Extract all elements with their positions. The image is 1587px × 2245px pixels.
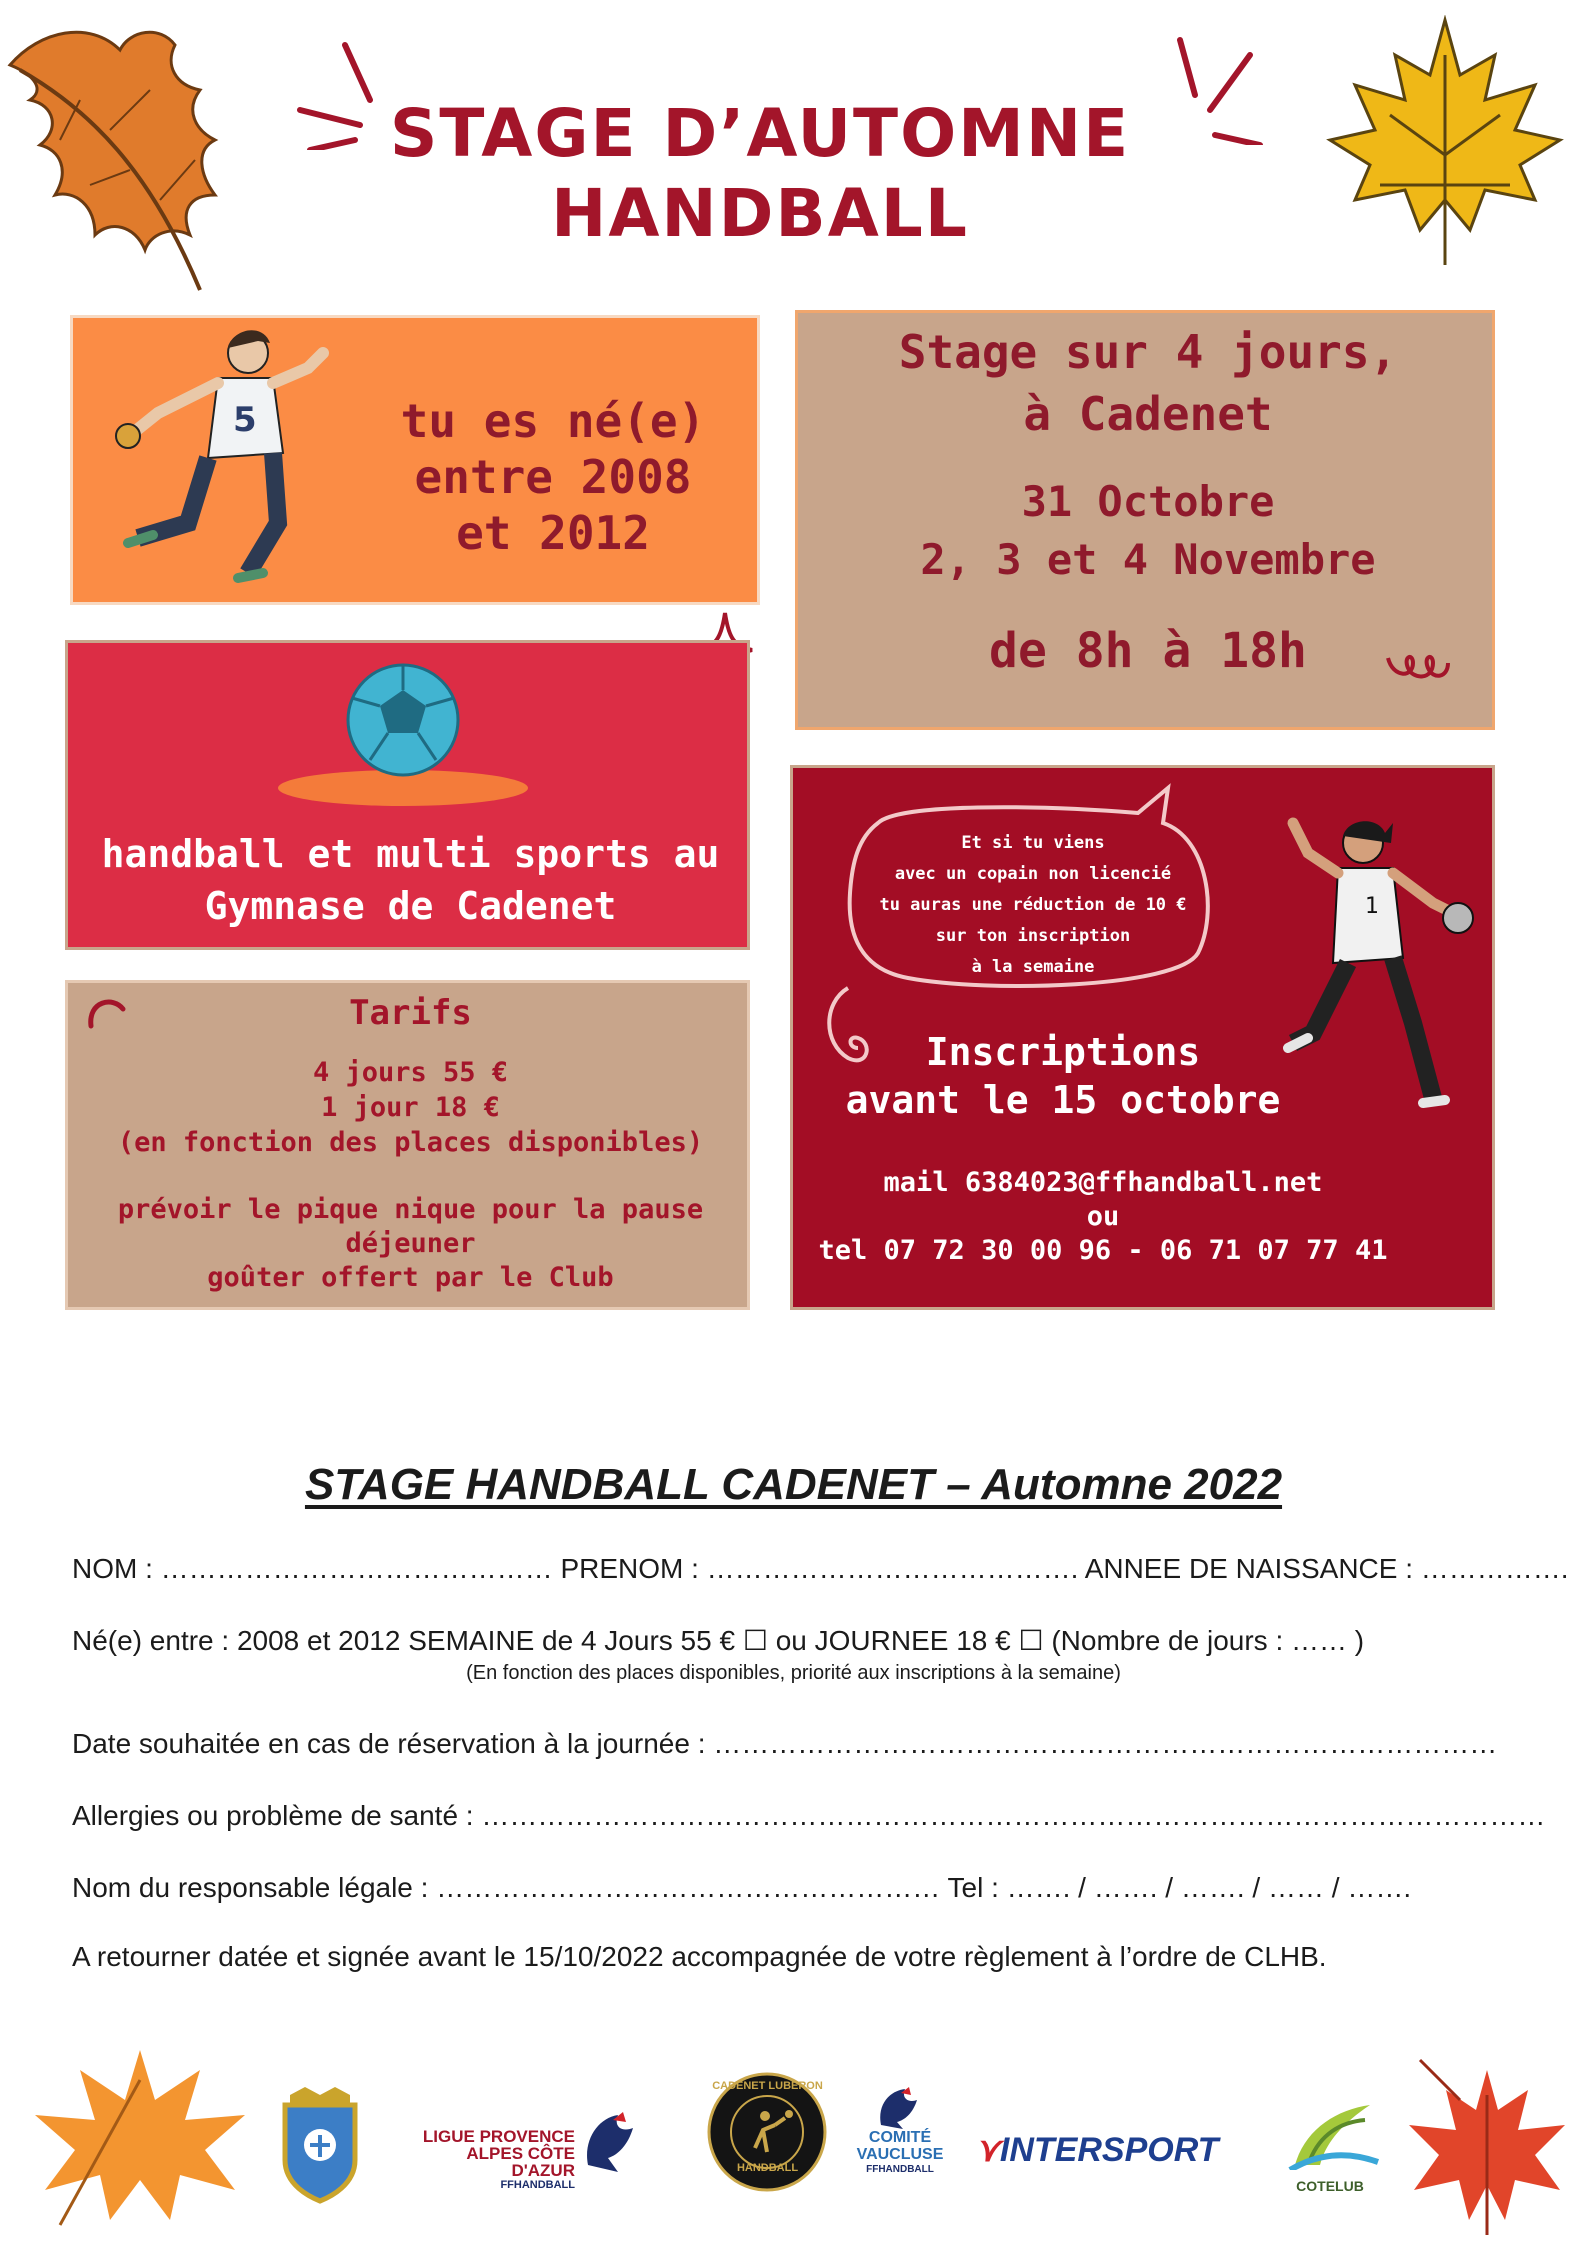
ligue-line2: ALPES CÔTE D'AZUR bbox=[466, 2144, 575, 2180]
schedule-date2: 2, 3 et 4 Novembre bbox=[920, 535, 1376, 584]
form-title: STAGE HANDBALL CADENET – Automne 2022 bbox=[304, 1460, 1283, 1509]
contact-tel: tel 07 72 30 00 96 - 06 71 07 77 41 bbox=[818, 1235, 1388, 1266]
lunch-line1: prévoir le pique nique pour la pause bbox=[117, 1194, 704, 1225]
comite-logo bbox=[845, 2130, 955, 2175]
activities-line1: handball et multi sports au bbox=[101, 832, 720, 876]
birth-line3: et 2012 bbox=[456, 506, 650, 560]
handball-player-boy-illustration bbox=[98, 323, 338, 593]
form-title-wrap bbox=[0, 1460, 1587, 1510]
tarifs-box bbox=[65, 980, 750, 1310]
schedule-date1: 31 Octobre bbox=[1021, 477, 1275, 526]
comite-line3: FFHANDBALL bbox=[866, 2164, 934, 2175]
birth-line2: entre 2008 bbox=[414, 450, 692, 504]
svg-text:1: 1 bbox=[1365, 894, 1379, 919]
form-row-return: A retourner datée et signée avant le 15/10/2022 accompagnée de votre règlement à l’ordre de CLHB. bbox=[72, 1941, 1327, 1972]
maple-leaf-icon bbox=[1320, 15, 1570, 270]
oak-leaf-icon bbox=[0, 10, 240, 295]
schedule-line1: Stage sur 4 jours, bbox=[898, 325, 1398, 379]
intersport-text: INTERSPORT bbox=[999, 2131, 1219, 2169]
lunch-line2: déjeuner bbox=[345, 1228, 476, 1259]
handball-ball-icon bbox=[268, 658, 538, 808]
cadenet-coat-of-arms-logo bbox=[270, 2085, 370, 2205]
birth-line1: tu es né(e) bbox=[400, 394, 706, 448]
swirl-doodle-icon bbox=[1383, 638, 1453, 688]
bubble-line1: Et si tu viens bbox=[961, 833, 1105, 853]
contact-mail: mail 6384023@ffhandball.net bbox=[883, 1167, 1323, 1198]
cotelub-text: COTELUB bbox=[1296, 2178, 1364, 2194]
cotelub-logo-icon bbox=[1280, 2090, 1380, 2170]
form-row-formula-note: (En fonction des places disponibles, priorité aux inscriptions à la semaine) bbox=[466, 1662, 1121, 1684]
bubble-line5: à la semaine bbox=[971, 957, 1095, 977]
bubble-line4: sur ton inscription bbox=[935, 926, 1131, 946]
ligue-logo bbox=[400, 2128, 575, 2191]
comite-rooster-icon bbox=[873, 2085, 923, 2130]
poster-title-line2: HANDBALL bbox=[551, 175, 969, 252]
tarif-note: (en fonction des places disponibles) bbox=[117, 1127, 704, 1158]
intersport-logo bbox=[975, 2130, 1245, 2170]
schedule-hours: de 8h à 18h bbox=[989, 623, 1307, 679]
birth-years-box bbox=[70, 315, 760, 605]
orange-leaf-icon bbox=[20, 2040, 260, 2230]
bubble-line3: tu auras une réduction de 10 € bbox=[879, 895, 1187, 915]
schedule-line2: à Cadenet bbox=[1023, 387, 1273, 441]
deadline-line2: avant le 15 octobre bbox=[845, 1078, 1281, 1122]
contact-or: ou bbox=[1086, 1201, 1120, 1232]
snack-line: goûter offert par le Club bbox=[207, 1262, 614, 1293]
form-row-formula: Né(e) entre : 2008 et 2012 SEMAINE de 4 Jours 55 € ☐ ou JOURNEE 18 € ☐ (Nombre de jours : …… ) bbox=[72, 1625, 1365, 1656]
ligue-line1: LIGUE PROVENCE bbox=[422, 2127, 575, 2146]
club-bottom-text: HANDBALL bbox=[736, 2162, 799, 2174]
inscriptions-box bbox=[790, 765, 1495, 1310]
form-row-identity: NOM : …………………………………… PRENOM : …………………………………. ANNEE DE NAISSANCE : ……………. bbox=[72, 1553, 1569, 1584]
comite-line2: VAUCLUSE bbox=[856, 2146, 944, 2163]
intersport-mark-icon: ⋎ bbox=[975, 2131, 1000, 2169]
svg-text:5: 5 bbox=[233, 400, 257, 440]
red-maple-leaf-icon bbox=[1400, 2055, 1575, 2240]
ligue-line3: FFHANDBALL bbox=[500, 2179, 575, 2191]
club-arc-text: CADENET LUBERON bbox=[712, 2080, 823, 2092]
tarif-4-jours: 4 jours 55 € bbox=[312, 1057, 509, 1088]
form-row-date: Date souhaitée en cas de réservation à la journée : ………………………………………………………………………… bbox=[72, 1728, 1498, 1759]
activities-box bbox=[65, 640, 750, 950]
form-row-guardian: Nom du responsable légale : ……………………………………………… Tel : ……. / ……. / ……. / …… / ……. bbox=[72, 1872, 1412, 1903]
bubble-line2: avec un copain non licencié bbox=[894, 864, 1172, 884]
accent-dashes-right-icon bbox=[1160, 35, 1270, 145]
comite-line1: COMITÉ bbox=[868, 2129, 932, 2146]
form-row-allergies: Allergies ou problème de santé : …………………………………………………………………………………………………… bbox=[72, 1800, 1546, 1831]
rooster-icon bbox=[578, 2110, 638, 2175]
handball-player-girl-illustration bbox=[1273, 808, 1483, 1118]
tarif-1-jour: 1 jour 18 € bbox=[321, 1092, 500, 1123]
poster-title-line1: STAGE D’AUTOMNE bbox=[389, 95, 1131, 172]
schedule-box bbox=[795, 310, 1495, 730]
activities-line2: Gymnase de Cadenet bbox=[204, 884, 617, 928]
deadline-line1: Inscriptions bbox=[925, 1030, 1201, 1074]
tarifs-heading: Tarifs bbox=[349, 993, 472, 1033]
